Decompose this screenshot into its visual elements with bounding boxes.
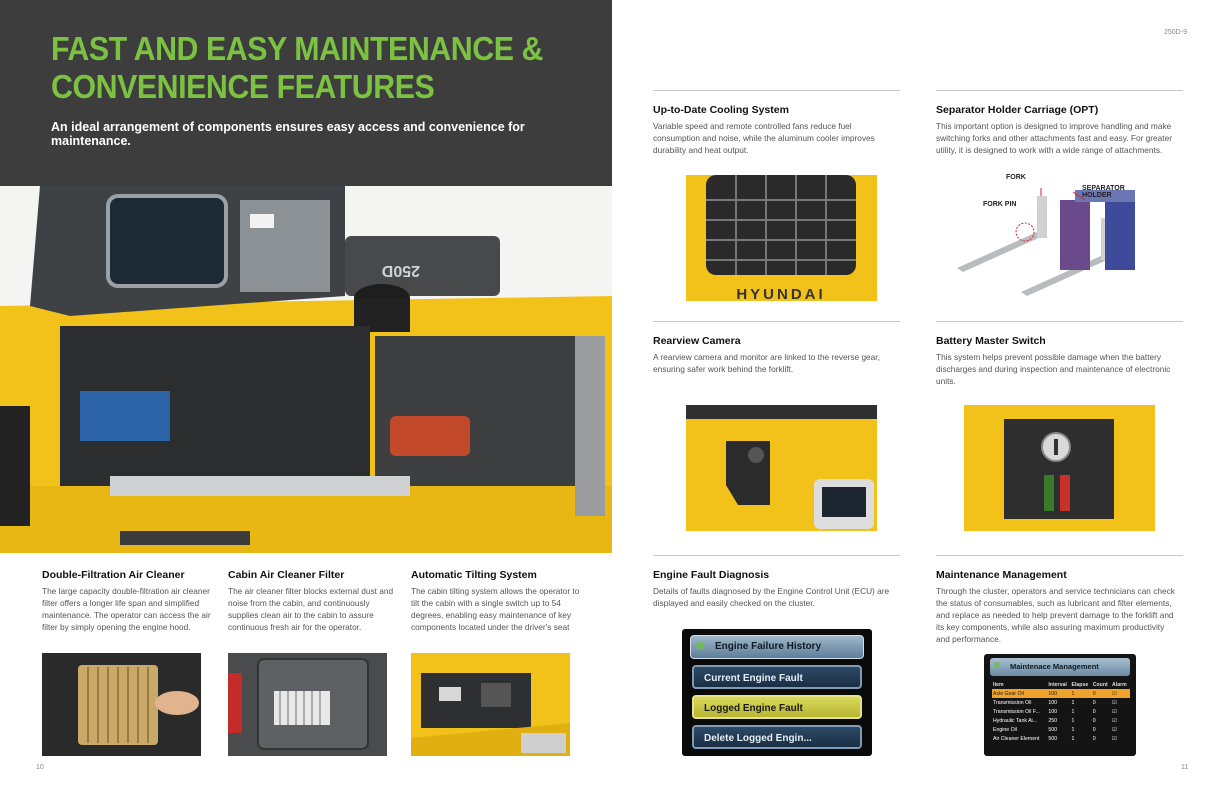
- table-cell: Transmission Oil: [993, 699, 1032, 706]
- alarm-checkbox[interactable]: ☑: [1111, 689, 1130, 698]
- alarm-checkbox[interactable]: ☑: [1112, 708, 1117, 715]
- camera-body: A rearview camera and monitor are linked to the reverse gear, ensuring safer work behind the forklift.: [653, 352, 880, 374]
- table-cell: Axle Gear Oil: [992, 689, 1047, 698]
- maintenance-table: [992, 680, 1130, 743]
- table-header-row: [992, 680, 1130, 689]
- table-cell: 1: [1071, 689, 1092, 698]
- cabin-filter-photo: [228, 653, 387, 756]
- column-header: Elapse: [1071, 681, 1089, 688]
- maintenance-screen-title: Maintenace Management: [1010, 662, 1099, 671]
- cabin-filter-title: Cabin Air Cleaner Filter: [228, 569, 345, 581]
- table-cell: 1: [1071, 735, 1075, 742]
- separator-holder-label: SEPARATOR HOLDER: [1082, 185, 1125, 199]
- divider: [653, 90, 900, 91]
- table-row[interactable]: [992, 689, 1130, 698]
- divider: [653, 555, 900, 556]
- table-cell: Engine Oil: [993, 726, 1017, 733]
- divider: [936, 321, 1183, 322]
- engine-fault-title: Engine Fault Diagnosis: [653, 569, 770, 581]
- table-cell: Hydraulic Tank Ai...: [993, 717, 1038, 724]
- air-cleaner-photo: [42, 653, 201, 756]
- tilting-body: The cabin tilting system allows the operator to tilt the cabin with a single switch up to 54 degrees, enabling easy maintenance of key components located under the driver's seat: [411, 586, 580, 632]
- table-row[interactable]: [992, 734, 1130, 743]
- table-row[interactable]: [992, 716, 1130, 725]
- cabin-filter-body: The air cleaner filter blocks external dust and noise from the cabin, and continuously supplies clean air to the cabin to assure continuous fresh air for the operator.: [228, 586, 394, 632]
- table-row[interactable]: [992, 698, 1130, 707]
- table-cell: 500: [1048, 726, 1057, 733]
- maintenance-title: Maintenance Management: [936, 569, 1067, 581]
- table-cell: 100: [1048, 699, 1057, 706]
- hood-decal: 250D: [381, 262, 420, 279]
- divider: [653, 321, 900, 322]
- separator-body: This important option is designed to improve handling and make switching forks and other attachments fast and easy. For greater utility, it is designed to work with a wide range of attachments.: [936, 121, 1172, 155]
- column-header: Count: [1092, 681, 1108, 688]
- wrench-icon: ✖: [695, 639, 706, 653]
- tilting-title: Automatic Tilting System: [411, 569, 537, 581]
- cooling-body: Variable speed and remote controlled fans reduce fuel consumption and noise, while the aluminum cooler improves durability and heat output.: [653, 121, 875, 155]
- table-cell: 0: [1092, 708, 1096, 715]
- table-cell: Air Cleaner Element: [993, 735, 1040, 742]
- alarm-checkbox[interactable]: ☑: [1112, 735, 1117, 742]
- table-row[interactable]: [992, 707, 1130, 716]
- alarm-checkbox[interactable]: ☑: [1112, 726, 1117, 733]
- battery-photo: [964, 405, 1155, 531]
- logged-engine-fault-button[interactable]: Logged Engine Fault: [692, 695, 862, 719]
- table-cell: 0: [1092, 717, 1096, 724]
- table-cell: 100: [1048, 708, 1057, 715]
- battery-title: Battery Master Switch: [936, 335, 1046, 347]
- air-cleaner-body: The large capacity double-filtration air cleaner filter offers a longer life span and simplified maintenance. The operator can access the air filter by simply opening the engine hood.: [42, 586, 211, 632]
- table-cell: 1: [1071, 726, 1075, 733]
- current-engine-fault-button[interactable]: Current Engine Fault: [692, 665, 862, 689]
- air-cleaner-title: Double-Filtration Air Cleaner: [42, 569, 185, 581]
- table-cell: 0: [1092, 735, 1096, 742]
- maintenance-screen-header: [990, 658, 1130, 676]
- alarm-checkbox[interactable]: ☑: [1112, 717, 1117, 724]
- column-header: Interval: [1048, 681, 1067, 688]
- camera-photo: [686, 405, 877, 531]
- table-cell: 100: [1047, 689, 1070, 698]
- table-cell: 0: [1092, 699, 1096, 706]
- table-cell: Transmission Oil F...: [993, 708, 1040, 715]
- table-cell: 1: [1071, 717, 1075, 724]
- cooling-photo: [686, 175, 877, 301]
- page-number-right: 11: [1181, 764, 1189, 771]
- camera-title: Rearview Camera: [653, 335, 741, 347]
- table-cell: 1: [1071, 708, 1075, 715]
- fork-label: FORK: [1006, 174, 1026, 181]
- maintenance-body: Through the cluster, operators and service technicians can check the status of consumables, such as lubricant and filter elements, and replace as needed to help prevent damage to the forklift and its key components, while also assuring maximum productivity and performance.: [936, 586, 1175, 644]
- engine-fault-body: Details of faults diagnosed by the Engine Control Unit (ECU) are displayed and easily checked on the cluster.: [653, 586, 890, 608]
- engine-bay-photo: [0, 186, 612, 553]
- brand-decal: HYUNDAI: [736, 286, 826, 301]
- separator-diagram: [955, 170, 1155, 300]
- table-cell: 0: [1092, 689, 1111, 698]
- table-cell: 1: [1071, 699, 1075, 706]
- divider: [936, 90, 1183, 91]
- engine-failure-history-header: [690, 635, 864, 659]
- table-cell: 0: [1092, 726, 1096, 733]
- engine-bay-illustration: [0, 186, 612, 553]
- engine-fault-screen: [682, 629, 872, 756]
- divider: [936, 555, 1183, 556]
- separator-title: Separator Holder Carriage (OPT): [936, 104, 1099, 116]
- battery-body: This system helps prevent possible damage when the battery discharges and during inspection and maintenance of electronic units.: [936, 352, 1171, 386]
- page-subtitle: An ideal arrangement of components ensures easy access and convenience for maintenance.: [51, 120, 525, 148]
- screen-header-text: Engine Failure History: [715, 641, 822, 652]
- fork-pin-label: FORK PIN: [983, 201, 1017, 208]
- column-header: Alarm: [1112, 681, 1127, 688]
- column-header: Item: [993, 681, 1004, 688]
- alarm-checkbox[interactable]: ☑: [1112, 699, 1117, 706]
- delete-logged-engine-button[interactable]: Delete Logged Engin...: [692, 725, 862, 749]
- wrench-icon: ✖: [993, 660, 1001, 670]
- cooling-title: Up-to-Date Cooling System: [653, 104, 789, 116]
- table-row[interactable]: [992, 725, 1130, 734]
- table-cell: 250: [1048, 717, 1057, 724]
- table-cell: 500: [1048, 735, 1057, 742]
- page-title: FAST AND EASY MAINTENANCE & CONVENIENCE FEATURES: [51, 30, 543, 105]
- maintenance-screen: [984, 654, 1136, 756]
- page-number-left: 10: [36, 764, 44, 771]
- model-label: 250D-9: [1164, 29, 1187, 36]
- tilting-photo: [411, 653, 570, 756]
